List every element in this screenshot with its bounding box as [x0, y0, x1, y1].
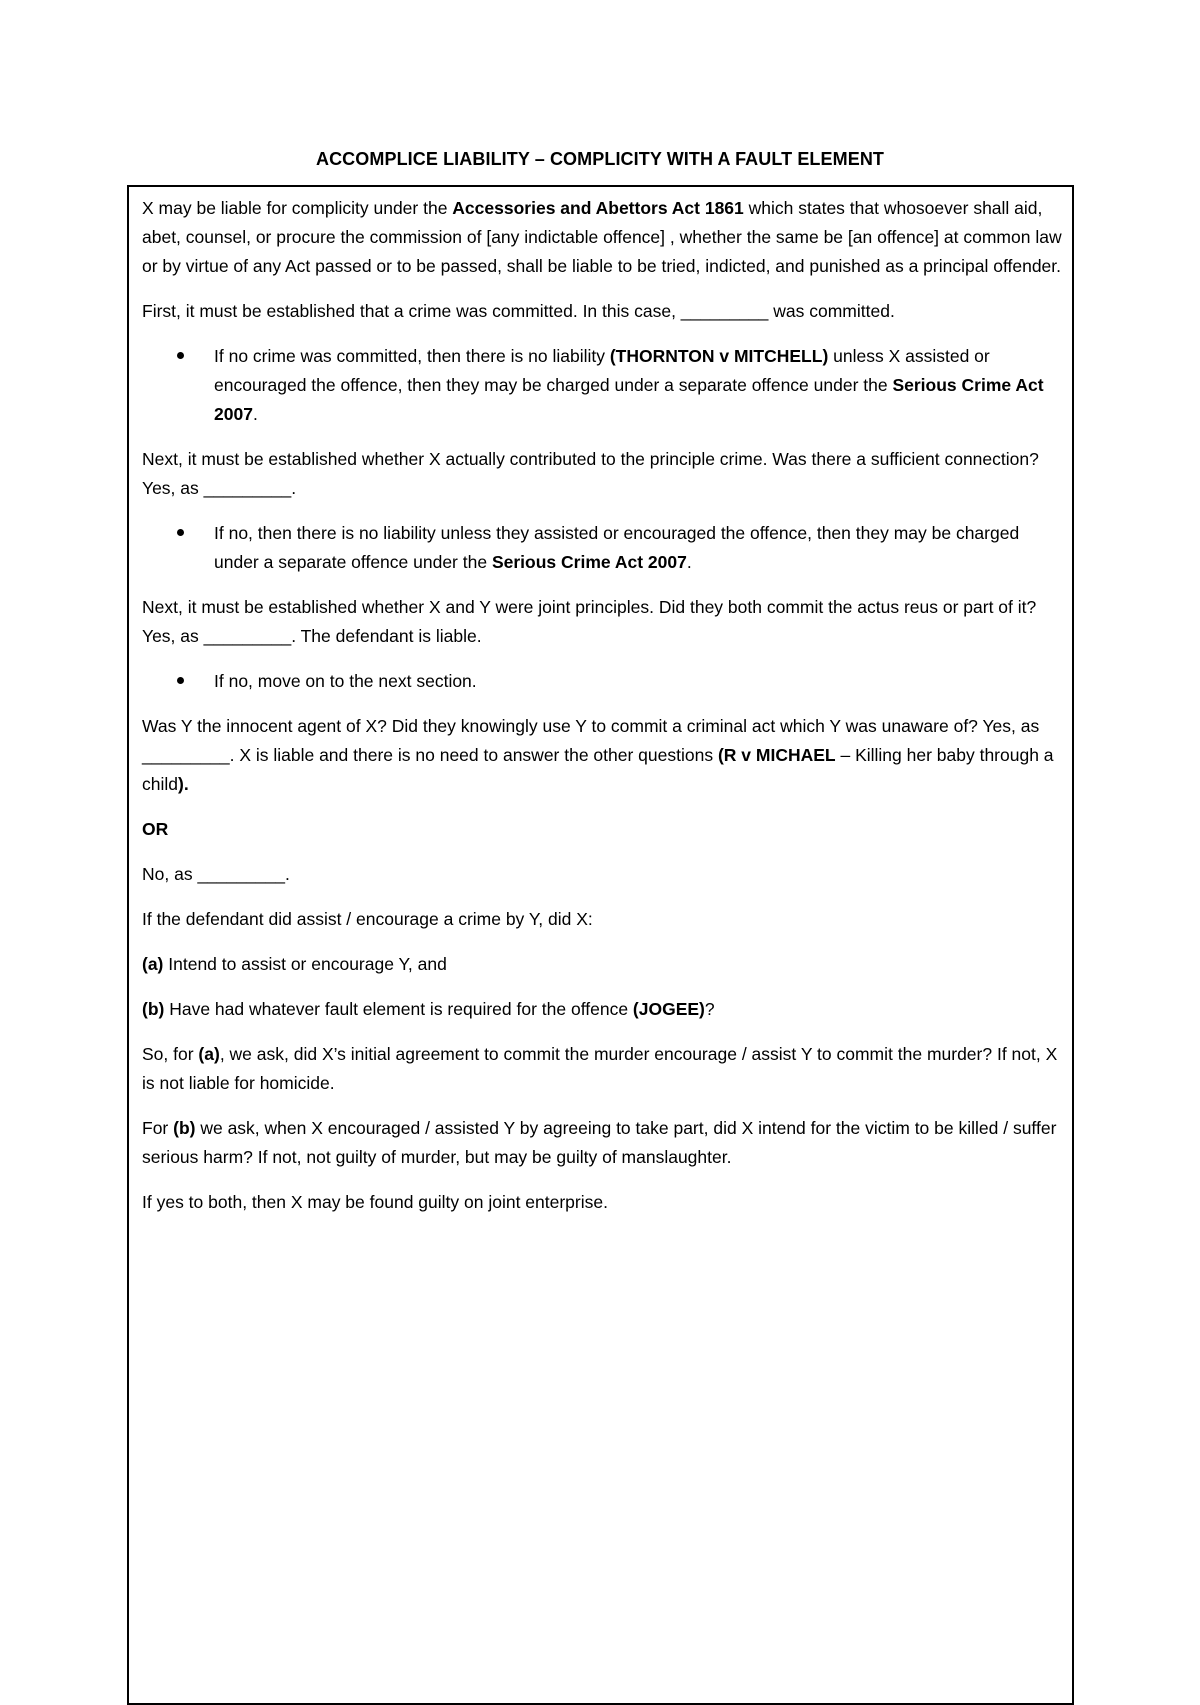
case-name: (THORNTON v MITCHELL)	[609, 346, 829, 366]
act-name: Accessories and Abettors Act 1861	[452, 198, 744, 218]
paragraph-conclusion: If yes to both, then X may be found guilty on joint enterprise.	[142, 1192, 608, 1212]
text: Was Y the innocent agent of X? Did they knowingly use Y to commit a criminal act which Y was unaware of? Yes, as _________. X is liable and there is no need to answer the other questions	[142, 716, 1040, 765]
bullet-icon	[177, 352, 184, 359]
text: .	[686, 552, 692, 572]
text: – Killing her baby through a child	[142, 745, 1054, 794]
point-label: (b)	[142, 999, 165, 1019]
text: X may be liable for complicity under the	[142, 198, 453, 218]
act-name: Serious Crime Act 2007	[214, 375, 1044, 424]
text: which states that whosoever shall aid, abet, counsel, or procure the commission of [any indictable offence] , whether the same be [an offence] at common law or by virtue of any Act passed or to be passed, shall be liable to be tried, indicted, and punished as a principal offender.	[142, 198, 1062, 276]
text: .	[252, 404, 258, 424]
paragraph-or	[142, 815, 1062, 844]
bullet-item-no-crime	[142, 342, 1062, 429]
content-body	[142, 194, 1062, 1233]
text: unless X assisted or encouraged the offence, then they may be charged under a separate offence under the	[214, 346, 990, 395]
case-name: (R v MICHAEL	[717, 745, 836, 765]
text: Have had whatever fault element is required for the offence	[164, 999, 633, 1019]
paragraph-crime-committed: First, it must be established that a crime was committed. In this case, _________ was committed.	[142, 301, 895, 321]
text: So, for	[142, 1044, 199, 1064]
paragraph-no-as: No, as _________.	[142, 864, 290, 884]
text: For	[142, 1118, 174, 1138]
paragraph-act-1861	[142, 194, 1062, 281]
text: , we ask, did X’s initial agreement to commit the murder encourage / assist Y to commit the murder? If not, X is not liable for homicide.	[142, 1044, 1058, 1093]
paragraph-point-a	[142, 950, 1062, 979]
bullet-item-no-liability	[142, 519, 1062, 577]
bullet-icon	[177, 677, 184, 684]
paragraph-innocent-agent	[142, 712, 1062, 799]
text: Intend to assist or encourage Y, and	[163, 954, 447, 974]
text: we ask, when X encouraged / assisted Y by agreeing to take part, did X intend for the victim to be killed / suffer serious harm? If not, not guilty of murder, but may be guilty of manslaughter.	[142, 1118, 1057, 1167]
point-label: (a)	[142, 954, 164, 974]
text: ?	[704, 999, 715, 1019]
paragraph-defendant-assist: If the defendant did assist / encourage a crime by Y, did X:	[142, 909, 593, 929]
point-label: (a)	[198, 1044, 220, 1064]
paragraph-joint-principles: Next, it must be established whether X and Y were joint principles. Did they both commit the actus reus or part of it? Yes, as _________. The defendant is liable.	[142, 597, 1037, 646]
text: If no crime was committed, then there is no liability	[214, 346, 610, 366]
bullet-item-next-section	[142, 667, 1062, 696]
text: If no, move on to the next section.	[214, 671, 477, 691]
paragraph-for-b	[142, 1114, 1062, 1172]
case-name: (JOGEE)	[632, 999, 705, 1019]
text: ).	[178, 774, 189, 794]
bullet-icon	[177, 529, 184, 536]
or-label: OR	[142, 819, 169, 839]
paragraph-for-a	[142, 1040, 1062, 1098]
paragraph-point-b	[142, 995, 1062, 1024]
page-title: ACCOMPLICE LIABILITY – COMPLICITY WITH A FAULT ELEMENT	[315, 149, 885, 169]
text: If no, then there is no liability unless they assisted or encouraged the offence, then they may be charged under a separate offence under the	[214, 523, 1020, 572]
act-name: Serious Crime Act 2007	[491, 552, 687, 572]
point-label: (b)	[173, 1118, 196, 1138]
paragraph-contribution: Next, it must be established whether X actually contributed to the principle crime. Was there a sufficient connection? Yes, as _________.	[142, 449, 1039, 498]
